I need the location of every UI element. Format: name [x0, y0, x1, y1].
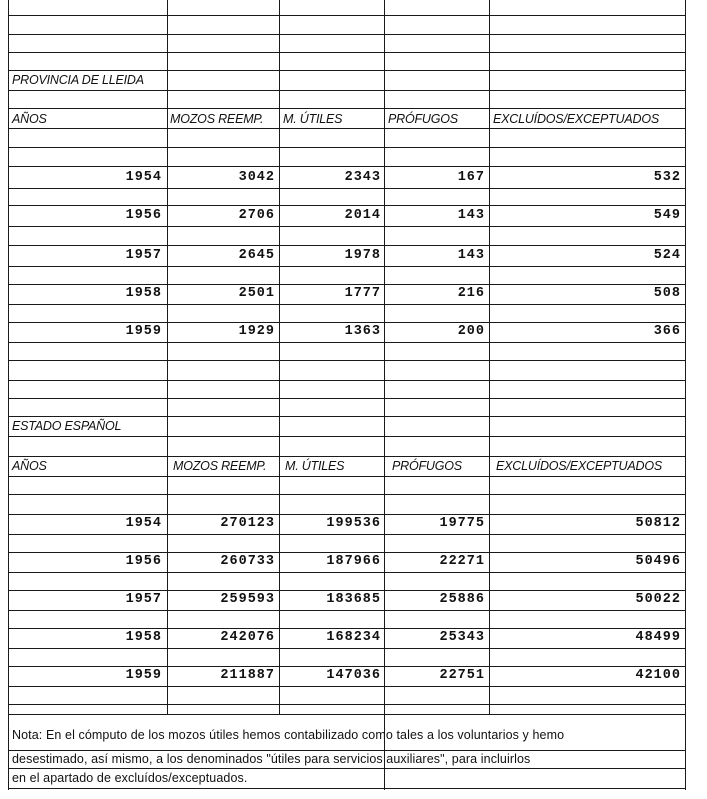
table-cell-mozos: 211887	[220, 668, 275, 683]
header-profugos: PRÓFUGOS	[392, 459, 462, 473]
table-cell-utiles: 2014	[344, 208, 381, 223]
row-rule	[8, 245, 686, 246]
table-cell-excluidos: 366	[653, 324, 681, 339]
column-rule	[685, 0, 686, 790]
table-cell-mozos: 2706	[238, 208, 275, 223]
row-rule	[8, 714, 686, 715]
section-title-lleida: PROVINCIA DE LLEIDA	[12, 73, 144, 87]
table-cell-year: 1958	[125, 630, 162, 645]
table-cell-profugos: 143	[457, 208, 485, 223]
table-cell-excluidos: 50496	[635, 554, 681, 569]
row-rule	[8, 572, 686, 573]
row-rule	[8, 590, 686, 591]
table-cell-mozos: 2645	[238, 248, 275, 263]
table-cell-profugos: 200	[457, 324, 485, 339]
row-rule	[8, 666, 686, 667]
row-rule	[8, 628, 686, 629]
row-rule	[8, 648, 686, 649]
table-cell-excluidos: 524	[653, 248, 681, 263]
row-rule	[8, 15, 686, 16]
header-years: AÑOS	[12, 459, 47, 473]
table-cell-year: 1956	[125, 554, 162, 569]
table-cell-profugos: 22271	[439, 554, 485, 569]
header-mozos-reemp: MOZOS REEMP.	[173, 459, 267, 473]
table-cell-utiles: 1363	[344, 324, 381, 339]
row-rule	[8, 380, 686, 381]
header-years: AÑOS	[12, 112, 47, 126]
table-cell-utiles: 183685	[326, 592, 381, 607]
table-cell-utiles: 147036	[326, 668, 381, 683]
row-rule	[8, 436, 686, 437]
table-cell-profugos: 19775	[439, 516, 485, 531]
table-cell-mozos: 2501	[238, 286, 275, 301]
header-m-utiles: M. ÚTILES	[285, 459, 345, 473]
table-cell-utiles: 1978	[344, 248, 381, 263]
table-cell-profugos: 25886	[439, 592, 485, 607]
row-rule	[8, 476, 686, 477]
table-cell-mozos: 242076	[220, 630, 275, 645]
note-line: desestimado, así mismo, a los denominados "útiles para servicios auxiliares", para incluirlos	[12, 752, 531, 766]
table-cell-year: 1958	[125, 286, 162, 301]
table-cell-profugos: 22751	[439, 668, 485, 683]
row-rule	[8, 304, 686, 305]
row-rule	[8, 704, 686, 705]
row-rule	[8, 34, 686, 35]
row-rule	[8, 108, 686, 109]
table-cell-excluidos: 48499	[635, 630, 681, 645]
row-rule	[8, 360, 686, 361]
column-rule	[384, 0, 385, 790]
row-rule	[8, 128, 686, 129]
table-cell-year: 1959	[125, 668, 162, 683]
note-line: en el apartado de excluídos/exceptuados.	[12, 771, 248, 785]
row-rule	[8, 188, 686, 189]
table-cell-utiles: 199536	[326, 516, 381, 531]
row-rule	[8, 552, 686, 553]
row-rule	[8, 166, 686, 167]
table-cell-excluidos: 508	[653, 286, 681, 301]
table-cell-excluidos: 50022	[635, 592, 681, 607]
table-cell-excluidos: 50812	[635, 516, 681, 531]
header-profugos: PRÓFUGOS	[388, 112, 458, 126]
table-cell-excluidos: 42100	[635, 668, 681, 683]
row-rule	[8, 342, 686, 343]
header-excluidos: EXCLUÍDOS/EXCEPTUADOS	[496, 459, 662, 473]
table-cell-year: 1956	[125, 208, 162, 223]
row-rule	[8, 322, 686, 323]
row-rule	[8, 398, 686, 399]
row-rule	[8, 266, 686, 267]
table-cell-profugos: 167	[457, 170, 485, 185]
table-cell-profugos: 143	[457, 248, 485, 263]
row-rule	[8, 456, 686, 457]
header-m-utiles: M. ÚTILES	[283, 112, 343, 126]
table-cell-utiles: 1777	[344, 286, 381, 301]
row-rule	[8, 768, 686, 769]
row-rule	[8, 205, 686, 206]
row-rule	[8, 610, 686, 611]
table-cell-excluidos: 532	[653, 170, 681, 185]
note-line: Nota: En el cómputo de los mozos útiles hemos contabilizado como tales a los voluntarios y hemo	[12, 728, 565, 742]
row-rule	[8, 686, 686, 687]
row-rule	[8, 147, 686, 148]
table-cell-year: 1954	[125, 516, 162, 531]
row-rule	[8, 70, 686, 71]
row-rule	[8, 788, 686, 789]
table-cell-year: 1954	[125, 170, 162, 185]
table-cell-mozos: 259593	[220, 592, 275, 607]
column-rule	[8, 0, 9, 790]
header-excluidos: EXCLUÍDOS/EXCEPTUADOS	[493, 112, 659, 126]
row-rule	[8, 52, 686, 53]
header-mozos-reemp: MOZOS REEMP.	[170, 112, 264, 126]
table-cell-profugos: 25343	[439, 630, 485, 645]
row-rule	[8, 534, 686, 535]
row-rule	[8, 494, 686, 495]
table-cell-utiles: 187966	[326, 554, 381, 569]
table-cell-utiles: 2343	[344, 170, 381, 185]
row-rule	[8, 90, 686, 91]
table-cell-year: 1957	[125, 248, 162, 263]
row-rule	[8, 514, 686, 515]
table-cell-mozos: 260733	[220, 554, 275, 569]
row-rule	[8, 416, 686, 417]
table-cell-mozos: 270123	[220, 516, 275, 531]
table-cell-utiles: 168234	[326, 630, 381, 645]
section-title-estado: ESTADO ESPAÑOL	[12, 419, 122, 433]
table-cell-year: 1957	[125, 592, 162, 607]
table-cell-mozos: 1929	[238, 324, 275, 339]
row-rule	[8, 284, 686, 285]
row-rule	[8, 226, 686, 227]
table-cell-year: 1959	[125, 324, 162, 339]
table-cell-mozos: 3042	[238, 170, 275, 185]
table-cell-excluidos: 549	[653, 208, 681, 223]
table-cell-profugos: 216	[457, 286, 485, 301]
